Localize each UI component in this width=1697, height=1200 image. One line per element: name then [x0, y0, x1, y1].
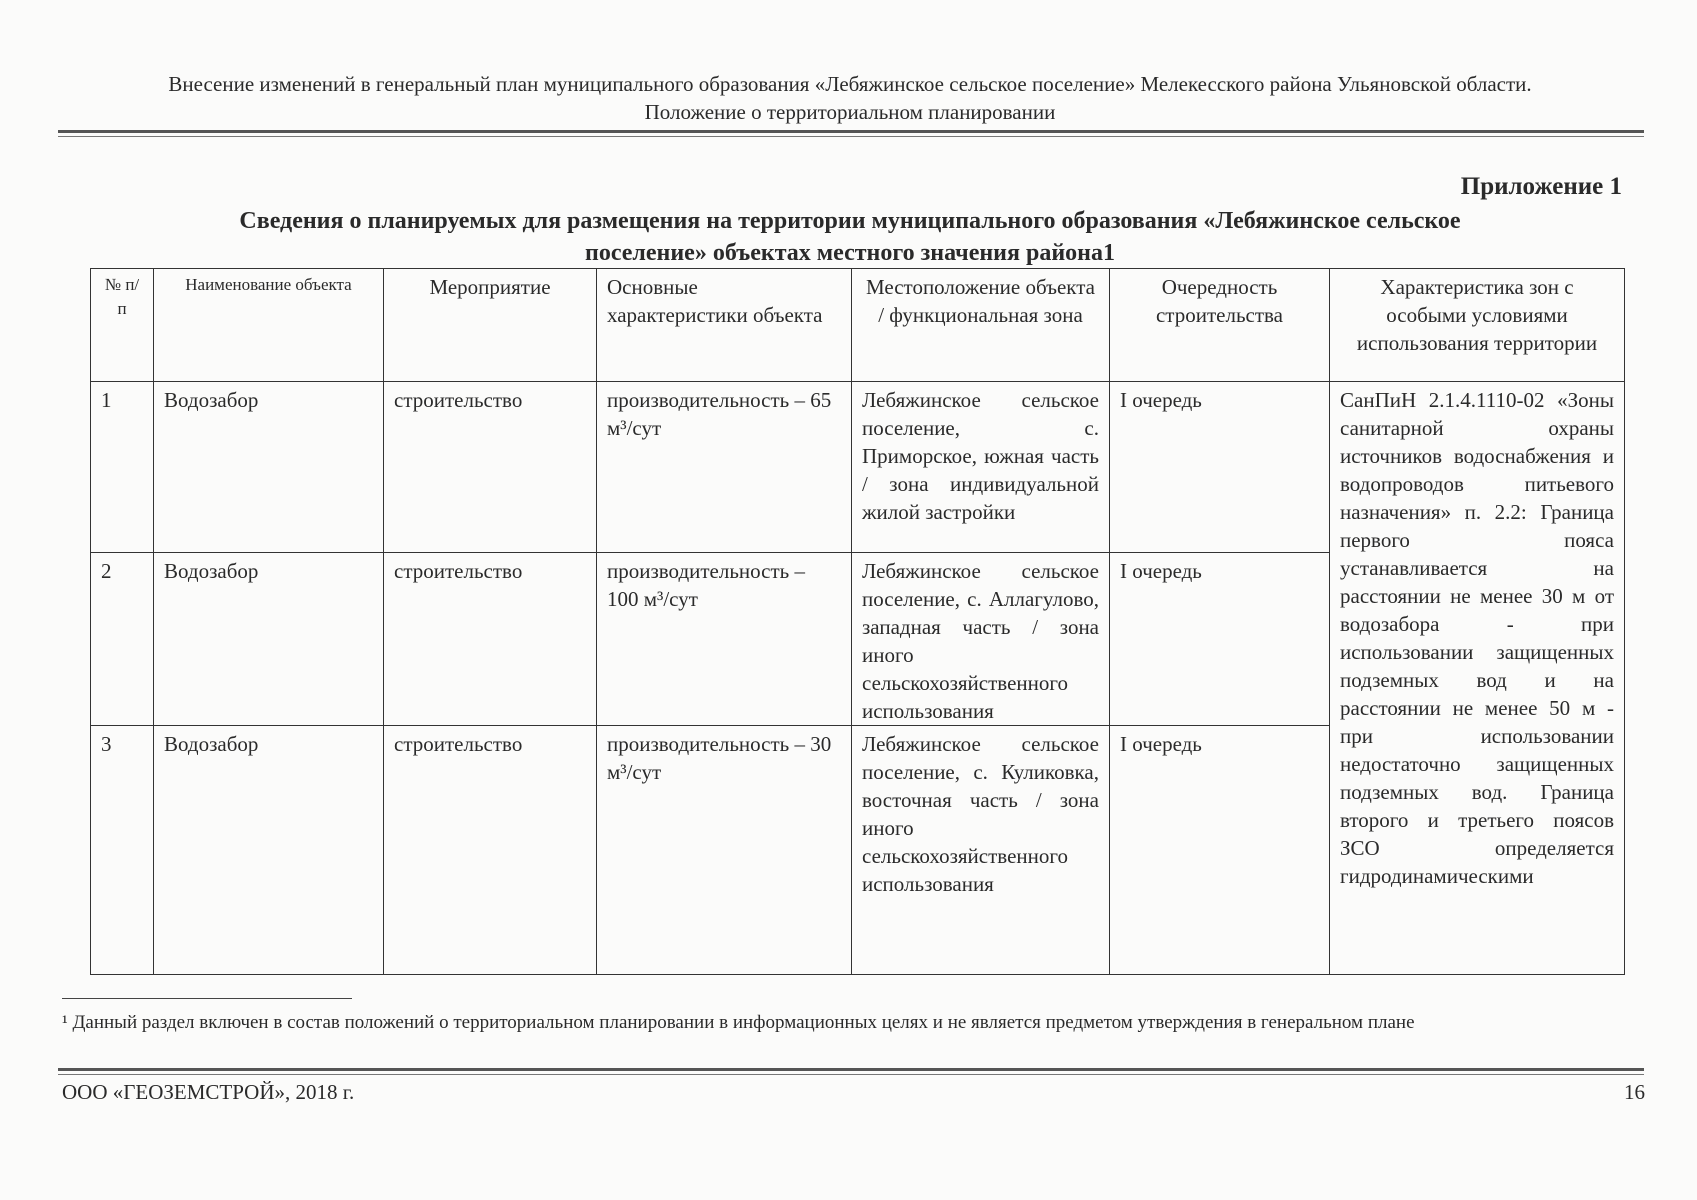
title-line-1: Сведения о планируемых для размещения на территории муниципального образования «Лебяжинское сельское — [239, 208, 1461, 234]
column-header-characteristics: Основные характеристики объекта — [597, 269, 852, 382]
object-location: Лебяжинское сельское поселение, с. Приморское, южная часть / зона индивидуальной жилой застройки — [852, 382, 1110, 553]
object-action: строительство — [384, 726, 597, 975]
header-line-2: Положение о территориальном планировании — [644, 100, 1056, 124]
row-number: 1 — [91, 382, 154, 553]
column-header-action: Мероприятие — [384, 269, 597, 382]
column-header-zones: Характеристика зон с особыми условиями использования территории — [1330, 269, 1625, 382]
column-header-number: № п/п — [91, 269, 154, 382]
construction-stage: I очередь — [1110, 553, 1330, 726]
table-header-row — [91, 269, 1625, 382]
construction-stage: I очередь — [1110, 382, 1330, 553]
column-header-stage: Очередность строительства — [1110, 269, 1330, 382]
object-name: Водозабор — [154, 553, 384, 726]
object-name: Водозабор — [154, 726, 384, 975]
footer-company: ООО «ГЕОЗЕМСТРОЙ», 2018 г. — [62, 1080, 355, 1104]
object-name: Водозабор — [154, 382, 384, 553]
footnote-divider — [62, 998, 352, 999]
construction-stage: I очередь — [1110, 726, 1330, 975]
column-header-location: Местоположение объекта / функциональная зона — [852, 269, 1110, 382]
header-line-1: Внесение изменений в генеральный план муниципального образования «Лебяжинское сельское поселение» Мелекесского района Ульяновской области. — [168, 72, 1532, 96]
object-action: строительство — [384, 553, 597, 726]
header-divider — [58, 130, 1644, 137]
zone-characteristics: СанПиН 2.1.4.1110-02 «Зоны санитарной охраны источников водоснабжения и водопроводов питьевого назначения» п. 2.2: Граница первого пояса устанавливается на расстоянии не менее 30 м от водозабора - при использовании защищенных подземных вод и на расстоянии не менее 50 м - при использовании недостаточно защищенных подземных вод. Граница второго и третьего поясов ЗСО определяется гидродинамическими — [1330, 382, 1625, 975]
object-location: Лебяжинское сельское поселение, с. Куликовка, восточная часть / зона иного сельскохозяйственного использования — [852, 726, 1110, 975]
object-characteristics: производительность – 65 м³/сут — [597, 382, 852, 553]
appendix-label: Приложение 1 — [1460, 173, 1622, 200]
page-header — [60, 70, 1640, 126]
document-title — [100, 205, 1600, 269]
title-line-2: поселение» объектах местного значения района1 — [584, 240, 1115, 266]
page-number: 16 — [1624, 1080, 1645, 1104]
footer-divider — [58, 1068, 1644, 1075]
column-header-name: Наименование объекта — [154, 269, 384, 382]
object-action: строительство — [384, 382, 597, 553]
object-location: Лебяжинское сельское поселение, с. Аллагулово, западная часть / зона иного сельскохозяйственного использования — [852, 553, 1110, 726]
object-characteristics: производительность – 100 м³/сут — [597, 553, 852, 726]
row-number: 2 — [91, 553, 154, 726]
object-characteristics: производительность – 30 м³/сут — [597, 726, 852, 975]
table-row — [91, 382, 1625, 553]
footnote: ¹ Данный раздел включен в состав положений о территориальном планировании в информационных целях и не является предметом утверждения в генеральном плане — [62, 1012, 1415, 1033]
objects-table — [90, 268, 1625, 975]
row-number: 3 — [91, 726, 154, 975]
